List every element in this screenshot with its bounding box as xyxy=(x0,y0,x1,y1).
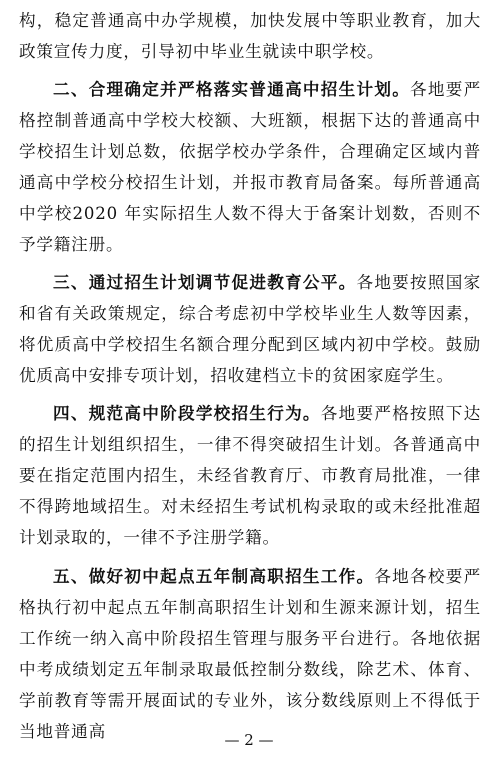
paragraph-section-5 xyxy=(19,561,481,748)
paragraph-text: 各地要严格控制普通高中学校大校额、大班额，根据下达的普通高中学校招生计划总数，依据学校办学条件，合理确定区域内普通高中学校分校招生计划，并报市教育局备案。每所普通高中学校2020 年实际招生人数不得大于备案计划数，否则不予学籍注册。 xyxy=(19,80,481,255)
page-number: — 2 — xyxy=(224,731,274,749)
paragraph-text: 各地要严格按照下达的招生计划组织招生，一律不得突破招生计划。各普通高中要在指定范围内招生，未经省教育厅、市教育局批准，一律不得跨地域招生。对未经招生考试机构录取的或未经批准超计划录取的，一律不予注册学籍。 xyxy=(19,404,482,548)
paragraph-text: 各地各校要严格执行初中起点五年制高职招生计划和生源来源计划，招生工作统一纳入高中阶段招生管理与服务平台进行。各地依据中考成绩划定五年制录取最低控制分数线，除艺术、体育、学前教育等需开展面试的专业外，该分数线原则上不得低于当地普通高 xyxy=(19,567,481,742)
paragraph-section-2 xyxy=(19,74,481,261)
paragraph-continuation xyxy=(19,5,481,67)
paragraph-section-4 xyxy=(19,398,481,553)
paragraph-text: 各地要按照国家和省有关政策规定，综合考虑初中学校毕业生人数等因素，将优质高中学校招生名额合理分配到区域内初中学校。鼓励优质高中安排专项计划，招收建档立卡的贫困家庭学生。 xyxy=(19,273,481,386)
section-heading: 五、做好初中起点五年制高职招生工作。 xyxy=(53,566,375,586)
section-heading: 二、合理确定并严格落实普通高中招生计划。 xyxy=(53,79,411,99)
paragraph-section-3 xyxy=(19,267,481,391)
section-heading: 三、通过招生计划调节促进教育公平。 xyxy=(53,272,357,292)
section-heading: 四、规范高中阶段学校招生行为。 xyxy=(53,403,321,423)
paragraph-text: 构，稳定普通高中办学规模，加快发展中等职业教育，加大政策宣传力度，引导初中毕业生就读中职学校。 xyxy=(19,11,481,62)
